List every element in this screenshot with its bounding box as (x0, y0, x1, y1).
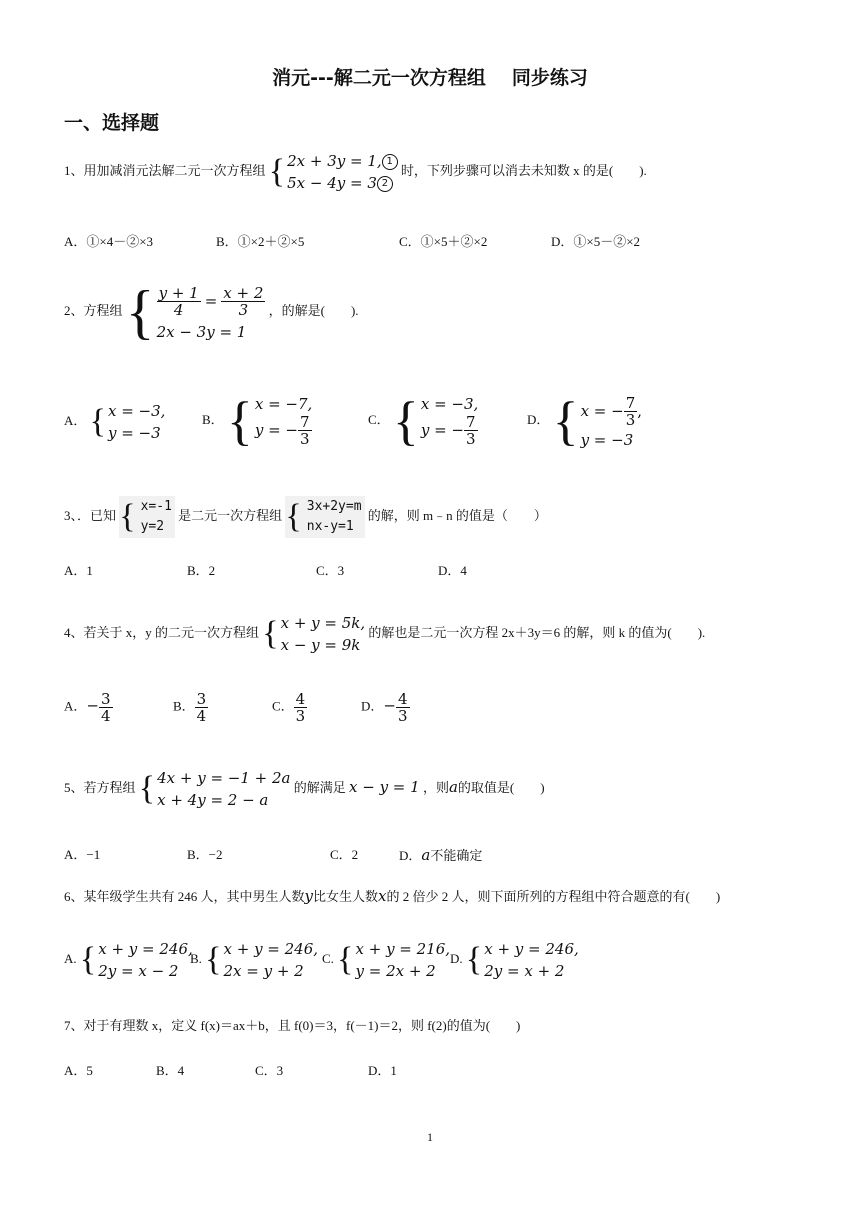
q4-c-num: 4 (295, 690, 306, 708)
q2-option-b: B． { x = −7, y = − $\frac{7}{3}$ (202, 391, 313, 451)
q4-b-label: B． (173, 698, 195, 714)
q4-d-sign: − (383, 696, 396, 715)
circle-1-mark: 1 (382, 154, 398, 170)
q5-suffix2: 的取值是( ) (457, 779, 545, 795)
q5-option-c: C．2 (330, 847, 359, 862)
q4-option-d (361, 691, 410, 724)
q7-option-b: B．4 (156, 1063, 185, 1078)
q3-option-c: C．3 (316, 563, 345, 578)
q4-a-den: 4 (100, 707, 111, 725)
q2-frac1-den: 4 (173, 300, 184, 319)
q5-option-a: A．−1 (64, 847, 101, 862)
q6-b-line1: x + y = 246, (223, 940, 319, 958)
q5-option-b: B．−2 (187, 847, 223, 862)
q6-option-a: A. { x + y = 246, 2y = x − 2 (64, 940, 193, 980)
q3-prefix: 3、．已知 (64, 507, 117, 523)
q5-eq1: 4x + y = −1 + 2a (157, 769, 291, 787)
q4-option-c (272, 691, 307, 724)
q6-a-line1: x + y = 246, (98, 940, 193, 958)
q5-condition: x − y = 1 (349, 777, 420, 796)
question-3: 3、．已知 { x=-1 y=2 是二元一次方程组 { 3x+2y=m nx-y=1 的解，则 m﹣n 的值是（ ） (64, 496, 547, 538)
q1-option-d: D．①×5－②×2 (551, 234, 641, 249)
q5-option-d (399, 847, 482, 864)
section-heading: 一、选择题 (64, 112, 160, 134)
q3-known-y: y=2 (140, 519, 165, 534)
q2-c-line1: x = −3, (420, 394, 479, 413)
q3-mid: 是二元一次方程组 (178, 507, 283, 523)
q2-d-line1: x = − (580, 402, 624, 420)
q6-var-y: y (304, 887, 313, 905)
q3-known-x: x=-1 (140, 499, 172, 514)
q6-text1: 6、某年级学生共有 246 人，其中男生人数 (64, 889, 305, 904)
q7-option-d: D．1 (368, 1063, 397, 1078)
page-number: 1 (427, 1130, 433, 1144)
q2-option-c: C． { x = −3, y = − $\frac{7}{3}$ (368, 391, 479, 451)
q5-var-a: a (448, 777, 458, 796)
q3-suffix: 的解，则 m﹣n 的值是（ ） (367, 507, 547, 523)
q2-d-num: 7 (625, 393, 636, 412)
q6-option-c: C. { x + y = 216, y = 2x + 2 (322, 940, 451, 980)
q6-a-label: A. (64, 950, 77, 966)
q4-a-num: 3 (100, 690, 111, 708)
q2-c-label: C． (368, 411, 390, 427)
q1-system: { 2x + 3y = 1, 1 5x − 4y = 3 2 (269, 150, 398, 194)
q2-option-a: A． { x = −3, y = −3 (64, 402, 166, 442)
q5-eq2: x + 4y = 2 − a (157, 791, 269, 809)
q4-a-label: A． (64, 698, 87, 714)
q4-b-den: 4 (196, 707, 207, 725)
q1-suffix: 时，下列步骤可以消去未知数 x 的是( ). (400, 162, 647, 178)
question-4: 4、若关于 x，y 的二元一次方程组 { x + y = 5k, x − y = 9k 的解也是二元一次方程 2x＋3y＝6 的解，则 k 的值为( ). (64, 614, 706, 654)
q4-d-label: D． (361, 698, 384, 714)
q6-c-line1: x + y = 216, (355, 940, 451, 958)
q1-eq2: 5x − 4y = 3 (287, 174, 377, 192)
page-title (0, 63, 860, 90)
title-main: 消元---解二元一次方程组 (272, 67, 486, 89)
q2-a-line2: y = −3 (107, 424, 161, 442)
q2-b-num: 7 (300, 412, 310, 431)
q2-b-line1: x = −7, (254, 394, 313, 413)
q5-prefix: 5、若方程组 (64, 779, 136, 795)
q6-b-line2: 2x = y + 2 (223, 962, 304, 980)
q2-suffix: ，的解是( ). (268, 302, 359, 318)
q7-option-a: A．5 (64, 1063, 93, 1078)
question-5: 5、若方程组 { 4x + y = −1 + 2a x + 4y = 2 − a 的解满足 x − y = 1 ，则a的取值是( ) (64, 769, 545, 809)
q4-prefix: 4、若关于 x，y 的二元一次方程组 (64, 624, 260, 640)
q2-d-line2: y = −3 (580, 430, 634, 449)
q3-option-b: B．2 (187, 563, 216, 578)
q5-d-label: D． (399, 848, 422, 863)
q4-d-den: 3 (397, 707, 408, 725)
q2-option-d: D． { x = − $\frac{7}{3}$ , y = −3 (527, 391, 643, 451)
q3-option-a: A．1 (64, 563, 93, 578)
q5-d-tail: 不能确定 (430, 848, 483, 863)
q2-d-label: D． (527, 411, 550, 427)
q2-d-den: 3 (625, 410, 636, 429)
q1-option-b: B．①×2＋②×5 (216, 234, 305, 249)
q5-d-var: a (421, 846, 431, 864)
q7-option-c: C．3 (255, 1063, 284, 1078)
q1-option-c: C．①×5＋②×2 (399, 234, 488, 249)
q2-frac1-num: y + 1 (158, 283, 199, 302)
q5-suffix1: ，则 (422, 779, 449, 795)
question-1 (64, 150, 647, 194)
q1-eq1: 2x + 3y = 1, (287, 152, 382, 170)
q6-a-line2: 2y = x − 2 (98, 962, 179, 980)
q6-c-label: C. (322, 950, 334, 966)
q2-b-label: B． (202, 411, 224, 427)
q2-prefix: 2、方程组 (64, 302, 123, 318)
question-2 (64, 279, 359, 345)
q4-eq1: x + y = 5k, (280, 614, 366, 632)
title-sub: 同步练习 (511, 67, 588, 89)
q6-text3: 的 2 倍少 2 人，则下面所列的方程组中符合题意的有( ) (386, 889, 721, 904)
q1-prefix: 1、用加减消元法解二元一次方程组 (64, 162, 266, 178)
q2-a-label: A． (64, 412, 87, 428)
question-6 (64, 888, 720, 905)
q6-option-b: B. { x + y = 246, 2x = y + 2 (190, 940, 319, 980)
q6-text2: 比女生人数 (313, 889, 379, 904)
question-7: 7、对于有理数 x，定义 f(x)＝ax＋b，且 f(0)＝3，f(－1)＝2，则 f(2)的值为( ) (64, 1018, 521, 1033)
q4-c-label: C． (272, 698, 294, 714)
q2-c-num: 7 (466, 412, 476, 431)
q2-frac2-num: x + 2 (223, 283, 264, 302)
q6-option-d: D. { x + y = 246, 2y = x + 2 (450, 940, 579, 980)
q2-frac2-den: 3 (238, 300, 249, 319)
q6-c-line2: y = 2x + 2 (355, 962, 436, 980)
q6-d-line2: 2y = x + 2 (484, 962, 565, 980)
q3-eq2: nx-y=1 (306, 519, 354, 534)
q2-c-line2: y = − (420, 421, 464, 439)
q4-eq2: x − y = 9k (280, 636, 361, 654)
q4-a-sign: − (86, 696, 99, 715)
q4-suffix: 的解也是二元一次方程 2x＋3y＝6 的解，则 k 的值为( ). (368, 624, 706, 640)
q2-c-den: 3 (466, 429, 476, 448)
circle-2-mark: 2 (377, 176, 393, 192)
q2-system: { $\frac{y + 1}{4}$ = $\frac{x + 2}{3}$ 2x − 3y = 1 (125, 279, 264, 345)
q2-eq2: 2x − 3y = 1 (156, 322, 247, 341)
q6-d-line1: x + y = 246, (484, 940, 579, 958)
q5-mid: 的解满足 (293, 779, 346, 795)
q6-b-label: B. (190, 950, 202, 966)
q4-d-num: 4 (397, 690, 408, 708)
q2-b-line2: y = − (254, 421, 298, 439)
q2-a-line1: x = −3, (107, 402, 166, 420)
q2-b-den: 3 (300, 429, 310, 448)
q4-c-den: 3 (295, 707, 306, 725)
q4-option-a (64, 691, 113, 724)
q3-option-d: D．4 (438, 563, 467, 578)
q4-option-b (173, 691, 208, 724)
q3-eq1: 3x+2y=m (306, 499, 362, 514)
q4-b-num: 3 (196, 690, 207, 708)
q1-option-a: A．①×4－②×3 (64, 234, 154, 249)
q6-var-x: x (378, 887, 387, 905)
q6-d-label: D. (450, 950, 463, 966)
